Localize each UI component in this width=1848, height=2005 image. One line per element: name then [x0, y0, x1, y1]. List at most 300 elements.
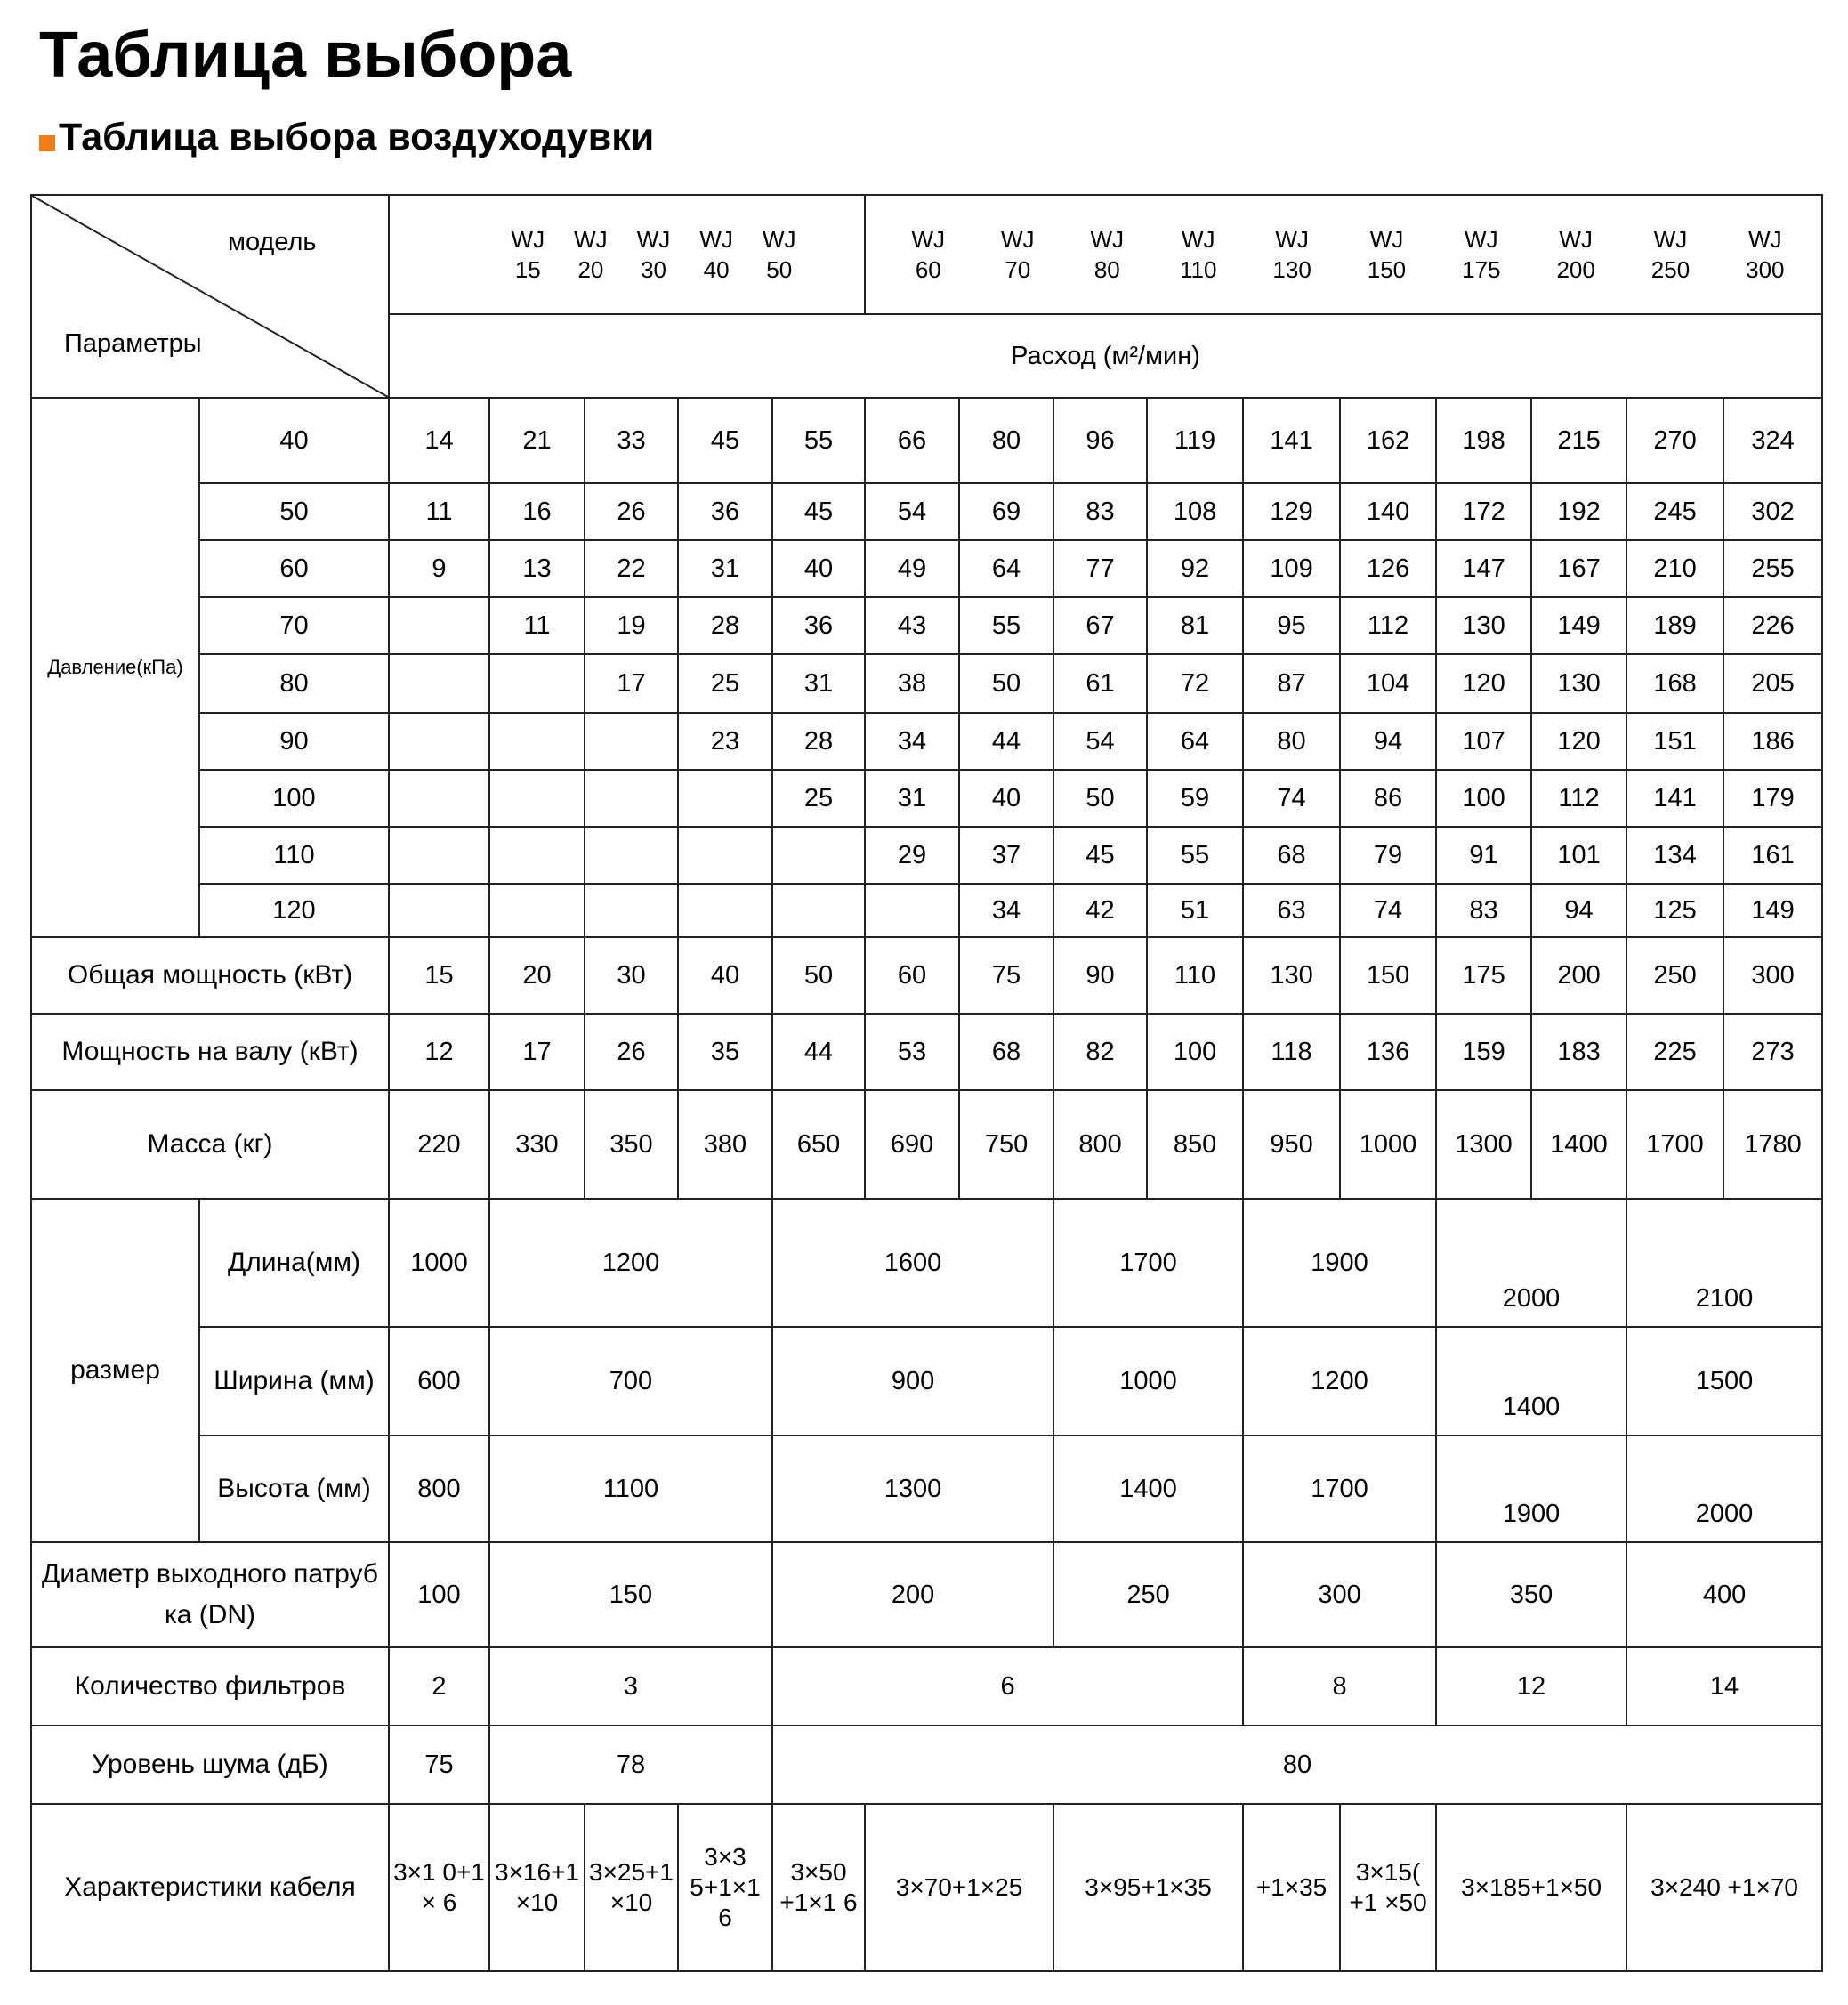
flow-value: 34: [959, 884, 1053, 937]
length-value: 1900: [1243, 1199, 1436, 1327]
height-value: 1700: [1243, 1435, 1436, 1542]
model-number: 30: [641, 256, 666, 283]
cable-spec-value: [1340, 1804, 1436, 1971]
cable-spec-line: +1 ×50: [1349, 1888, 1427, 1916]
flow-value: 151: [1626, 713, 1723, 770]
flow-value: 107: [1436, 713, 1531, 770]
mass-value: 220: [389, 1090, 489, 1199]
mass-value: 750: [959, 1090, 1053, 1199]
cable-spec-line: 3×25+1: [589, 1858, 674, 1886]
flow-value: 36: [678, 483, 772, 540]
flow-value: 63: [1243, 884, 1340, 937]
flow-value: 31: [678, 540, 772, 597]
size-group-label: размер: [31, 1199, 199, 1542]
length-value: 2100: [1626, 1199, 1822, 1327]
shaft-power-value: 159: [1436, 1014, 1531, 1090]
flow-value: [389, 713, 489, 770]
flow-value: 189: [1626, 597, 1723, 654]
flow-value: [585, 827, 678, 884]
flow-value: 11: [389, 483, 489, 540]
flow-value: 91: [1436, 827, 1531, 884]
pressure-row: [31, 540, 1822, 597]
mass-value: 380: [678, 1090, 772, 1199]
cable-spec-value: [1243, 1804, 1340, 1971]
flow-value: 54: [1053, 713, 1147, 770]
pressure-value: 120: [199, 884, 389, 937]
model-number: 70: [1005, 256, 1031, 283]
flow-value: 40: [959, 770, 1053, 827]
pressure-row: [31, 827, 1822, 884]
flow-value: 19: [585, 597, 678, 654]
flow-value: 31: [772, 654, 865, 713]
total-power-value: 250: [1626, 937, 1723, 1014]
width-value: 1000: [1053, 1327, 1243, 1435]
filters-value: 3: [489, 1647, 772, 1726]
flow-value: 324: [1723, 398, 1822, 483]
flow-value: 179: [1723, 770, 1822, 827]
flow-value: 61: [1053, 654, 1147, 713]
cable-row: [31, 1804, 1822, 1971]
flow-value: [585, 713, 678, 770]
pressure-row: [31, 398, 1822, 483]
flow-value: 68: [1243, 827, 1340, 884]
shaft-power-value: 35: [678, 1014, 772, 1090]
model-prefix: WJ: [1653, 226, 1688, 253]
height-value: 800: [389, 1435, 489, 1542]
flow-value: 130: [1436, 597, 1531, 654]
flow-value: [772, 827, 865, 884]
cable-spec-value: [1053, 1804, 1243, 1971]
model-number: 40: [703, 256, 730, 283]
flow-value: 9: [389, 540, 489, 597]
flow-value: [389, 770, 489, 827]
filters-value: 12: [1436, 1647, 1626, 1726]
flow-value: 37: [959, 827, 1053, 884]
flow-value: 25: [678, 654, 772, 713]
shaft-power-label: Мощность на валу (кВт): [31, 1014, 389, 1090]
mass-value: 1300: [1436, 1090, 1531, 1199]
total-power-value: 20: [489, 937, 585, 1014]
flow-value: 34: [865, 713, 959, 770]
model-number: 300: [1746, 256, 1785, 283]
outlet-diameter-value: 300: [1243, 1542, 1436, 1647]
filters-value: 14: [1626, 1647, 1822, 1726]
flow-value: 45: [1053, 827, 1147, 884]
flow-value: 149: [1723, 884, 1822, 937]
cable-spec-value: [1626, 1804, 1822, 1971]
flow-value: 205: [1723, 654, 1822, 713]
width-value: 600: [389, 1327, 489, 1435]
model-prefix: WJ: [574, 226, 608, 253]
flow-value: 26: [585, 483, 678, 540]
model-name: [1368, 224, 1406, 285]
flow-value: 51: [1147, 884, 1243, 937]
shaft-power-value: 26: [585, 1014, 678, 1090]
shaft-power-value: 118: [1243, 1014, 1340, 1090]
total-power-value: 50: [772, 937, 865, 1014]
flow-value: 25: [772, 770, 865, 827]
model-name: [574, 224, 608, 285]
mass-value: 1000: [1340, 1090, 1436, 1199]
flow-value: 112: [1340, 597, 1436, 654]
model-name: [763, 224, 796, 285]
model-number: 50: [766, 256, 793, 283]
model-prefix: WJ: [1465, 226, 1498, 253]
flow-value: 79: [1340, 827, 1436, 884]
model-prefix: WJ: [911, 226, 946, 253]
size-height-row: [31, 1435, 1822, 1542]
shaft-power-value: 44: [772, 1014, 865, 1090]
cable-spec-line: 3×70+1×25: [895, 1873, 1023, 1901]
flow-value: 67: [1053, 597, 1147, 654]
flow-value: 186: [1723, 713, 1822, 770]
mass-value: 1700: [1626, 1090, 1723, 1199]
pressure-axis-label: Давление(кПа): [31, 398, 199, 937]
shaft-power-value: 136: [1340, 1014, 1436, 1090]
height-value: 1100: [489, 1435, 772, 1542]
length-value: 1200: [489, 1199, 772, 1327]
total-power-value: 130: [1243, 937, 1340, 1014]
flow-value: 147: [1436, 540, 1531, 597]
flow-value: 198: [1436, 398, 1531, 483]
flow-value: 140: [1340, 483, 1436, 540]
outlet-diameter-value: 250: [1053, 1542, 1243, 1647]
outlet-diameter-row: [31, 1542, 1822, 1647]
flow-value: 126: [1340, 540, 1436, 597]
model-name: [1746, 224, 1784, 285]
flow-value: [389, 827, 489, 884]
total-power-value: 75: [959, 937, 1053, 1014]
flow-value: 64: [959, 540, 1053, 597]
outlet-diameter-value: 400: [1626, 1542, 1822, 1647]
shaft-power-value: 53: [865, 1014, 959, 1090]
flow-value: 29: [865, 827, 959, 884]
total-power-value: 300: [1723, 937, 1822, 1014]
flow-value: 120: [1436, 654, 1531, 713]
flow-value: 36: [772, 597, 865, 654]
mass-value: 690: [865, 1090, 959, 1199]
shaft-power-row: [31, 1014, 1822, 1090]
cable-spec-line: 3×1 0+1: [393, 1858, 485, 1886]
flow-value: [389, 597, 489, 654]
outlet-diameter-value: 100: [389, 1542, 489, 1647]
flow-value: 162: [1340, 398, 1436, 483]
mass-value: 350: [585, 1090, 678, 1199]
length-value: 2000: [1436, 1199, 1626, 1327]
width-value: 900: [772, 1327, 1053, 1435]
model-name: [912, 224, 946, 285]
cable-spec-line: 3×95+1×35: [1085, 1873, 1212, 1901]
flow-value: 112: [1531, 770, 1626, 827]
flow-value: [772, 884, 865, 937]
filters-value: 8: [1243, 1647, 1436, 1726]
shaft-power-value: 273: [1723, 1014, 1822, 1090]
pressure-value: 40: [199, 398, 389, 483]
width-value: 1400: [1436, 1327, 1626, 1435]
model-group-right: [865, 195, 1822, 314]
flow-value: 44: [959, 713, 1053, 770]
mass-label: Масса (кг): [31, 1090, 389, 1199]
cable-spec-line: 3×3: [704, 1843, 746, 1871]
model-prefix: WJ: [1369, 226, 1404, 253]
noise-row: [31, 1726, 1822, 1804]
cable-spec-line: 5+1×1: [690, 1873, 761, 1901]
flow-value: 95: [1243, 597, 1340, 654]
shaft-power-value: 225: [1626, 1014, 1723, 1090]
height-value: 1900: [1436, 1435, 1626, 1542]
flow-value: 69: [959, 483, 1053, 540]
model-prefix: WJ: [1181, 226, 1215, 253]
flow-value: 255: [1723, 540, 1822, 597]
model-prefix: WJ: [636, 226, 671, 253]
model-number: 150: [1367, 256, 1407, 283]
cable-spec-value: [865, 1804, 1053, 1971]
flow-value: 168: [1626, 654, 1723, 713]
width-value: 700: [489, 1327, 772, 1435]
blower-selection-table: [30, 194, 1823, 1972]
total-power-value: 150: [1340, 937, 1436, 1014]
flow-value: [389, 654, 489, 713]
flow-value: 109: [1243, 540, 1340, 597]
flow-value: 94: [1531, 884, 1626, 937]
pressure-row: [31, 597, 1822, 654]
flow-value: 129: [1243, 483, 1340, 540]
flow-value: 100: [1436, 770, 1531, 827]
mass-value: 1400: [1531, 1090, 1626, 1199]
flow-value: 134: [1626, 827, 1723, 884]
page-title: Таблица выбора: [39, 20, 572, 91]
shaft-power-value: 82: [1053, 1014, 1147, 1090]
flow-value: [389, 884, 489, 937]
filters-value: 2: [389, 1647, 489, 1726]
model-name: [699, 224, 733, 285]
flow-value: 141: [1243, 398, 1340, 483]
flow-value: 101: [1531, 827, 1626, 884]
model-number: 20: [577, 256, 604, 283]
filters-label: Количество фильтров: [31, 1647, 389, 1726]
flow-unit-label: Расход (м²/мин): [389, 314, 1822, 398]
mass-value: 950: [1243, 1090, 1340, 1199]
flow-value: 16: [489, 483, 585, 540]
cable-spec-line: 3×16+1: [495, 1858, 579, 1886]
flow-value: [678, 827, 772, 884]
width-value: 1200: [1243, 1327, 1436, 1435]
flow-value: [585, 770, 678, 827]
model-number: 110: [1180, 256, 1217, 283]
flow-value: 42: [1053, 884, 1147, 937]
pressure-row: [31, 654, 1822, 713]
width-value: 1500: [1626, 1327, 1822, 1435]
table-corner-header: [31, 195, 389, 398]
flow-value: 54: [865, 483, 959, 540]
model-number: 200: [1556, 256, 1595, 283]
total-power-value: 30: [585, 937, 678, 1014]
total-power-value: 15: [389, 937, 489, 1014]
pressure-row: [31, 884, 1822, 937]
flow-value: 80: [959, 398, 1053, 483]
cable-spec-value: [585, 1804, 678, 1971]
filters-row: [31, 1647, 1822, 1726]
total-power-value: 175: [1436, 937, 1531, 1014]
model-prefix: WJ: [699, 226, 733, 253]
model-name: [1556, 224, 1594, 285]
flow-value: 49: [865, 540, 959, 597]
flow-value: 94: [1340, 713, 1436, 770]
pressure-row: [31, 770, 1822, 827]
flow-value: 28: [772, 713, 865, 770]
shaft-power-value: 100: [1147, 1014, 1243, 1090]
flow-value: [489, 827, 585, 884]
flow-value: 119: [1147, 398, 1243, 483]
length-value: 1600: [772, 1199, 1053, 1327]
cable-label: Характеристики кабеля: [31, 1804, 389, 1971]
flow-value: 81: [1147, 597, 1243, 654]
flow-value: 141: [1626, 770, 1723, 827]
model-prefix: WJ: [1001, 226, 1035, 253]
flow-value: 23: [678, 713, 772, 770]
noise-value: 75: [389, 1726, 489, 1804]
mass-value: 800: [1053, 1090, 1147, 1199]
flow-value: 38: [865, 654, 959, 713]
shaft-power-value: 12: [389, 1014, 489, 1090]
flow-value: [865, 884, 959, 937]
flow-value: [489, 654, 585, 713]
model-number: 15: [514, 256, 541, 283]
flow-value: [489, 884, 585, 937]
cable-spec-line: 3×50: [790, 1858, 847, 1886]
pressure-row: [31, 713, 1822, 770]
model-name: [1001, 224, 1035, 285]
flow-value: 167: [1531, 540, 1626, 597]
model-number: 250: [1650, 256, 1691, 283]
width-label: Ширина (мм): [199, 1327, 389, 1435]
total-power-value: 110: [1147, 937, 1243, 1014]
mass-value: 850: [1147, 1090, 1243, 1199]
model-number: 175: [1462, 256, 1501, 283]
outlet-diameter-label: [31, 1542, 389, 1647]
model-prefix: WJ: [1090, 226, 1125, 253]
size-width-row: [31, 1327, 1822, 1435]
flow-value: 50: [1053, 770, 1147, 827]
flow-value: 80: [1243, 713, 1340, 770]
flow-value: 86: [1340, 770, 1436, 827]
mass-value: 330: [489, 1090, 585, 1199]
flow-value: 64: [1147, 713, 1243, 770]
pressure-value: 50: [199, 483, 389, 540]
cable-spec-line: × 6: [421, 1888, 457, 1916]
flow-value: 31: [865, 770, 959, 827]
orange-square-icon: [39, 135, 55, 151]
pressure-value: 100: [199, 770, 389, 827]
flow-value: 108: [1147, 483, 1243, 540]
flow-value: 55: [772, 398, 865, 483]
model-name: [1272, 224, 1311, 285]
mass-value: 650: [772, 1090, 865, 1199]
flow-value: 92: [1147, 540, 1243, 597]
outlet-diameter-value: 150: [489, 1542, 772, 1647]
section-title-text: Таблица выбора воздуходувки: [59, 116, 655, 158]
cable-spec-value: [389, 1804, 489, 1971]
model-name: [1180, 224, 1216, 285]
flow-value: 59: [1147, 770, 1243, 827]
cable-spec-line: ×10: [515, 1888, 559, 1916]
model-name: [1651, 224, 1690, 285]
flow-value: 74: [1340, 884, 1436, 937]
flow-value: 55: [959, 597, 1053, 654]
noise-value: 78: [489, 1726, 772, 1804]
pressure-value: 80: [199, 654, 389, 713]
flow-value: 45: [772, 483, 865, 540]
model-prefix: WJ: [1275, 226, 1309, 253]
flow-value: 14: [389, 398, 489, 483]
length-value: 1700: [1053, 1199, 1243, 1327]
flow-value: 83: [1436, 884, 1531, 937]
flow-value: 77: [1053, 540, 1147, 597]
outlet-diameter-value: 350: [1436, 1542, 1626, 1647]
diagonal-divider: [32, 196, 388, 397]
model-name: [637, 224, 671, 285]
shaft-power-value: 68: [959, 1014, 1053, 1090]
flow-value: 22: [585, 540, 678, 597]
flow-value: 215: [1531, 398, 1626, 483]
noise-value: 80: [772, 1726, 1822, 1804]
height-value: 2000: [1626, 1435, 1822, 1542]
flow-value: [585, 884, 678, 937]
flow-value: 45: [678, 398, 772, 483]
shaft-power-value: 17: [489, 1014, 585, 1090]
cable-spec-value: [489, 1804, 585, 1971]
flow-value: 302: [1723, 483, 1822, 540]
flow-value: 72: [1147, 654, 1243, 713]
flow-value: 125: [1626, 884, 1723, 937]
cable-spec-line: 3×15(: [1355, 1858, 1421, 1886]
total-power-value: 60: [865, 937, 959, 1014]
pressure-value: 70: [199, 597, 389, 654]
cable-spec-value: [772, 1804, 865, 1971]
height-value: 1400: [1053, 1435, 1243, 1542]
flow-value: 11: [489, 597, 585, 654]
flow-value: 21: [489, 398, 585, 483]
height-value: 1300: [772, 1435, 1053, 1542]
model-prefix: WJ: [1748, 226, 1782, 253]
flow-value: 74: [1243, 770, 1340, 827]
total-power-row: [31, 937, 1822, 1014]
flow-value: 172: [1436, 483, 1531, 540]
cable-spec-line: ×10: [609, 1888, 653, 1916]
flow-value: 83: [1053, 483, 1147, 540]
filters-value: 6: [772, 1647, 1243, 1726]
outlet-diameter-label-line2: ка (DN): [164, 1600, 256, 1629]
flow-value: 43: [865, 597, 959, 654]
noise-label: Уровень шума (дБ): [31, 1726, 389, 1804]
model-name: [512, 224, 545, 285]
model-prefix: WJ: [511, 226, 545, 253]
flow-value: 66: [865, 398, 959, 483]
shaft-power-value: 183: [1531, 1014, 1626, 1090]
flow-value: 245: [1626, 483, 1723, 540]
model-prefix: WJ: [762, 226, 796, 253]
cable-spec-line: +1×1 6: [779, 1888, 858, 1916]
mass-row: [31, 1090, 1822, 1199]
pressure-value: 60: [199, 540, 389, 597]
cable-spec-line: 6: [718, 1904, 732, 1931]
flow-value: 130: [1531, 654, 1626, 713]
flow-value: 13: [489, 540, 585, 597]
cable-spec-value: [1436, 1804, 1626, 1971]
total-power-label: Общая мощность (кВт): [31, 937, 389, 1014]
flow-value: 33: [585, 398, 678, 483]
flow-value: [678, 770, 772, 827]
